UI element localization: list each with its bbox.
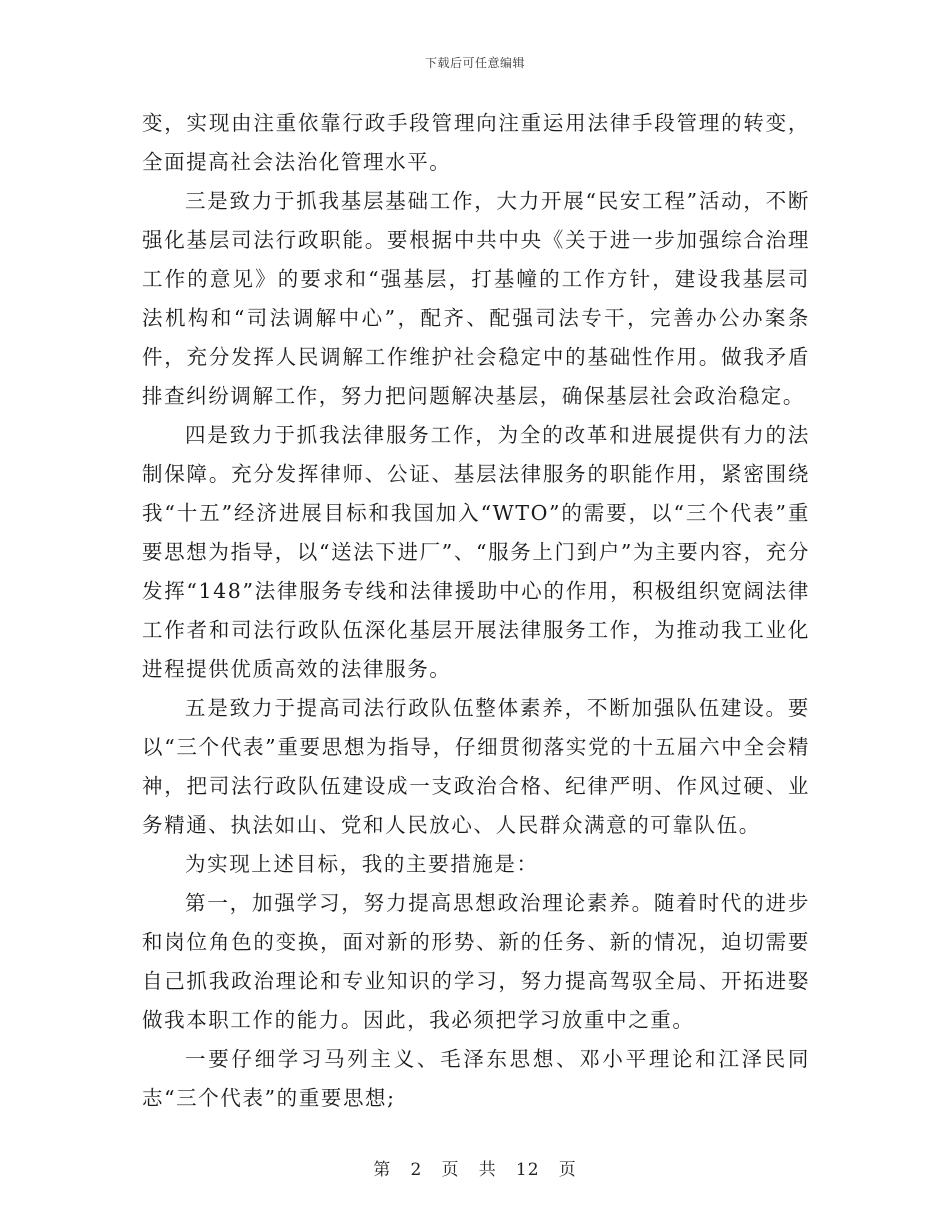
- footer-total-prefix: 共: [478, 1160, 497, 1180]
- paragraph-point-four: 四是致力于抓我法律服务工作，为全的改革和进展提供有力的法制保障。充分发挥律师、公证、基层法律服务的职能作用，紧密围绕我“十五”经济进展目标和我国加入“WTO”的需要，以“三个代表”重要思想为指导，以“送法下进厂”、“服务上门到户”为主要内容，充分发挥“148”法律服务专线和法律援助中心的作用，积极组织宽阔法律工作者和司法行政队伍深化基层开展法律服务工作，为推动我工业化进程提供优质高效的法律服务。: [142, 423, 810, 681]
- footer-page-word: 页: [441, 1160, 460, 1180]
- footer-page-prefix: 第: [373, 1160, 392, 1180]
- paragraph-study-item-one: 一要仔细学习马列主义、毛泽东思想、邓小平理论和江泽民同志“三个代表”的重要思想;: [142, 1047, 810, 1110]
- footer-current-page: 2: [410, 1160, 423, 1180]
- paragraph-measure-one: 第一，加强学习，努力提高思想政治理论素养。随着时代的进步和岗位角色的变换，面对新的形势、新的任务、新的情况，迫切需要自己抓我政治理论和专业知识的学习，努力提高驾驭全局、开拓进娶做我本职工作的能力。因此，我必须把学习放重中之重。: [142, 891, 810, 1032]
- paragraph-point-five: 五是致力于提高司法行政队伍整体素养，不断加强队伍建设。要以“三个代表”重要思想为指导，仔细贯彻落实党的十五届六中全会精神，把司法行政队伍建设成一支政治合格、纪律严明、作风过硬、业务精通、执法如山、党和人民放心、人民群众满意的可靠队伍。: [142, 696, 810, 837]
- page-header: 下载后可任意编辑: [424, 56, 525, 70]
- document-body: [142, 104, 810, 1118]
- paragraph-continuation: 变，实现由注重依靠行政手段管理向注重运用法律手段管理的转变，全面提高社会法治化管理水平。: [142, 111, 810, 174]
- footer-total-suffix: 页: [558, 1160, 577, 1180]
- paragraph-point-three: 三是致力于抓我基层基础工作，大力开展“民安工程”活动，不断强化基层司法行政职能。要根据中共中央《关于进一步加强综合治理工作的意见》的要求和“强基层，打基幢的工作方针，建设我基层司法机构和“司法调解中心”，配齐、配强司法专干，完善办公办案条件，充分发挥人民调解工作维护社会稳定中的基础性作用。做我矛盾排查纠纷调解工作，努力把问题解决基层，确保基层社会政治稳定。: [142, 189, 810, 408]
- paragraph-measures-intro: 为实现上述目标，我的主要措施是：: [185, 852, 539, 876]
- page-footer: [0, 1155, 950, 1180]
- footer-total-pages: 12: [515, 1160, 540, 1180]
